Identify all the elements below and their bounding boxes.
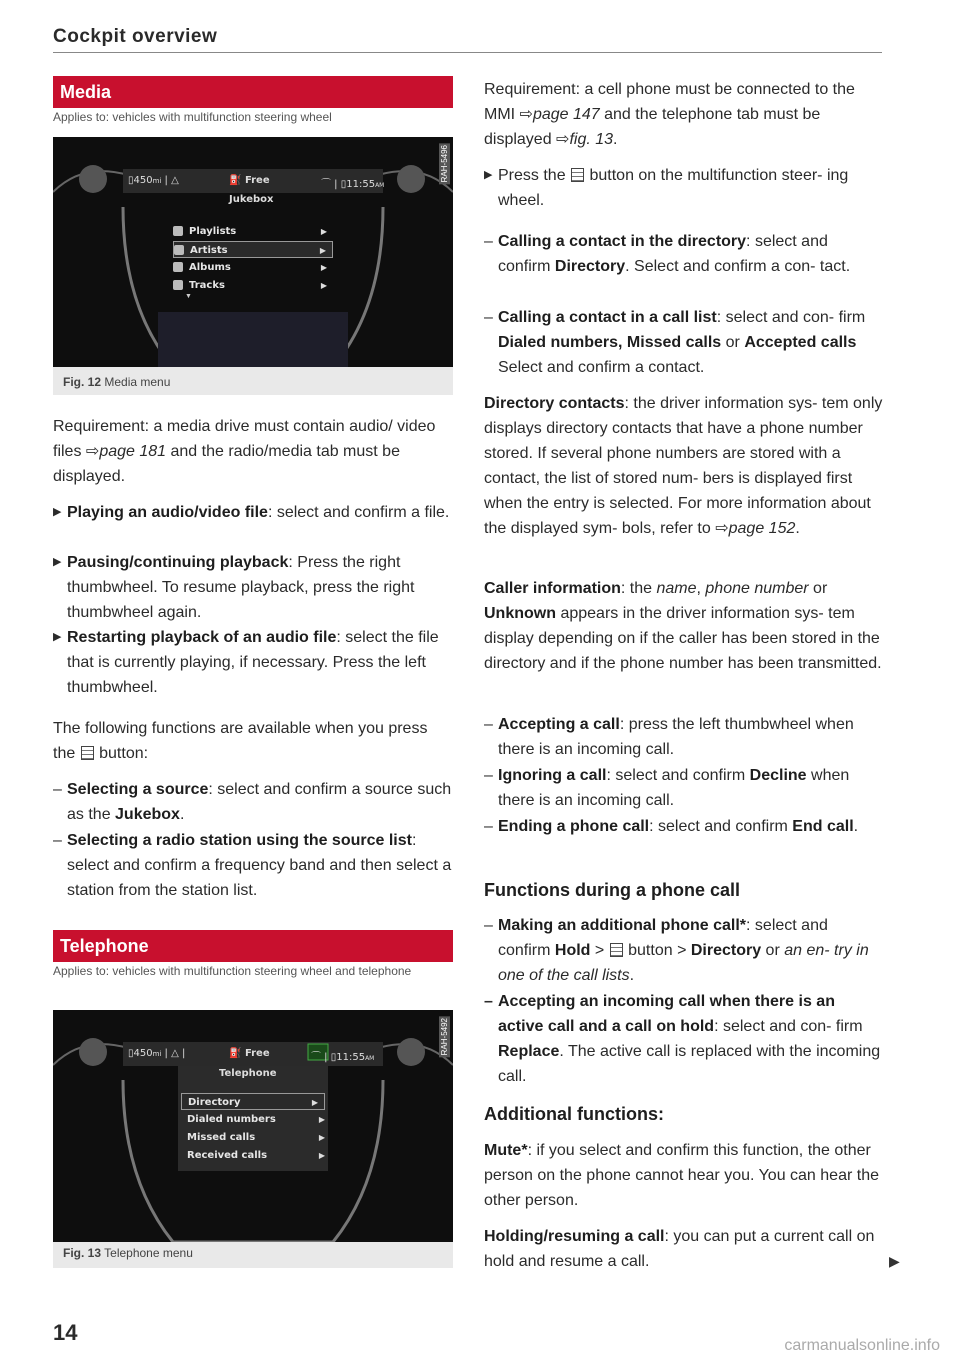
link-fig-13[interactable]: fig. 13 bbox=[569, 131, 614, 148]
track-icon bbox=[173, 280, 183, 290]
cluster-display bbox=[53, 137, 453, 367]
dash-call-directory: – Calling a contact in the directory: select and confirm Directory. Select and confirm a con- tact. bbox=[484, 233, 851, 275]
menu-item: Received calls ▶ bbox=[181, 1147, 331, 1164]
status-left: ▯450mi | △ bbox=[128, 175, 179, 186]
menu-item: Playlists ▶ bbox=[173, 223, 333, 240]
menu-button-icon bbox=[610, 943, 623, 957]
bullet-arrow-icon: ▶ bbox=[53, 631, 62, 643]
bullet-arrow-icon: ▶ bbox=[484, 169, 493, 181]
status-left: ▯450mi | △ | bbox=[128, 1048, 186, 1059]
status-time: ⌒ | ▯11:55AM bbox=[321, 179, 385, 190]
arrow-right-icon: ▶ bbox=[319, 246, 326, 255]
dash-accept-call: – Accepting a call: press the left thumbwheel when there is an incoming call. bbox=[484, 716, 854, 758]
menu-button-icon bbox=[81, 746, 94, 760]
mute-paragraph: Mute*: if you select and confirm this function, the other person on the phone cannot hear you. You can hear the other person. bbox=[484, 1142, 879, 1209]
functions-during-call-heading: Functions during a phone call bbox=[484, 880, 741, 900]
menu-item: Albums ▶ bbox=[173, 259, 333, 276]
dash-select-station: – Selecting a radio station using the source list: select and confirm a frequency band and then select a station from the station list. bbox=[53, 832, 452, 899]
telephone-requirement: Requirement: a cell phone must be connected to the MMI ⇨page 147 and the telephone tab must be displayed ⇨fig. 13. bbox=[484, 81, 855, 148]
bullet-restart: ▶ Restarting playback of an audio file: select the file that is currently playing, if necessary. Press the left thumbwheel. bbox=[53, 625, 453, 700]
media-requirement: Requirement: a media drive must contain audio/ video files ⇨page 181 and the radio/media tab must be displayed. bbox=[53, 418, 436, 485]
arrow-right-icon: ▶ bbox=[318, 1151, 325, 1160]
dash-select-source: – Selecting a source: select and confirm a source such as the Jukebox. bbox=[53, 781, 452, 823]
section-telephone-title: Telephone bbox=[53, 930, 453, 962]
watermark: carmanualsonline.info bbox=[784, 1337, 940, 1354]
bullet-play: ▶ Playing an audio/video file: select and confirm a file. bbox=[53, 500, 453, 525]
menu-item-selected: Artists ▶ bbox=[173, 241, 333, 258]
arrow-right-icon: ▶ bbox=[320, 281, 327, 290]
arrow-right-icon: ▶ bbox=[318, 1133, 325, 1142]
arrow-right-icon: ▶ bbox=[311, 1098, 318, 1107]
link-page-147[interactable]: page 147 bbox=[532, 106, 600, 123]
link-page-181[interactable]: page 181 bbox=[99, 443, 167, 460]
figure-media-menu bbox=[53, 137, 453, 395]
arrow-right-icon: ▶ bbox=[320, 227, 327, 236]
arrow-right-icon: ▶ bbox=[318, 1115, 325, 1124]
status-time: ⌒ | ▯11:55AM bbox=[311, 1052, 375, 1063]
menu-item-selected: Directory ▶ bbox=[181, 1093, 325, 1110]
dash-accept-incoming-active: – Accepting an incoming call when there is an active call and a call on hold: select and con- firm Replace. The active call is replaced with the incoming call. bbox=[484, 993, 881, 1085]
link-page-152[interactable]: page 152 bbox=[728, 520, 796, 537]
figure-caption: Fig. 12 Media menu bbox=[63, 375, 171, 389]
telephone-applies: Applies to: vehicles with multifunction steering wheel and telephone bbox=[53, 964, 412, 978]
figure-telephone-menu bbox=[53, 1010, 453, 1268]
artist-icon bbox=[174, 245, 184, 255]
bullet-arrow-icon: ▶ bbox=[53, 556, 62, 568]
dash-call-list: – Calling a contact in a call list: select and con- firm Dialed numbers, Missed calls or Accepted calls Select and confirm a contact. bbox=[484, 309, 866, 376]
hold-paragraph: Holding/resuming a call: you can put a current call on hold and resume a call. bbox=[484, 1228, 875, 1270]
playlist-icon bbox=[173, 226, 183, 236]
additional-functions-heading: Additional functions: bbox=[484, 1104, 664, 1124]
page-number: 14 bbox=[53, 1320, 78, 1345]
screen-heading: Jukebox bbox=[229, 194, 274, 205]
menu-item: Dialed numbers ▶ bbox=[181, 1111, 331, 1128]
figure-caption: Fig. 13 Telephone menu bbox=[63, 1246, 193, 1260]
bullet-arrow-icon: ▶ bbox=[53, 506, 62, 518]
status-center: ⛽ Free bbox=[229, 175, 270, 186]
menu-item: Tracks ▶ bbox=[173, 277, 333, 294]
header-rule bbox=[53, 52, 882, 53]
figure-code: RAH-5496 bbox=[440, 145, 449, 183]
bullet-pause: ▶ Pausing/continuing playback: Press the right thumbwheel. To resume playback, press the right thumbwheel again. bbox=[53, 550, 453, 625]
media-applies: Applies to: vehicles with multifunction steering wheel bbox=[53, 110, 332, 124]
caller-information-paragraph: Caller information: the name, phone number or Unknown appears in the driver information sys- tem display depending on if the caller has been stored in the directory and if the phone number has been transmitted. bbox=[484, 580, 882, 672]
menu-item: Missed calls ▶ bbox=[181, 1129, 331, 1146]
figure-code: RAH-5492 bbox=[440, 1018, 449, 1056]
arrow-right-icon: ▶ bbox=[320, 263, 327, 272]
dash-ignore-call: – Ignoring a call: select and confirm Decline when there is an incoming call. bbox=[484, 767, 850, 809]
scroll-down-icon: ▼ bbox=[185, 293, 192, 300]
page-header-title: Cockpit overview bbox=[53, 26, 218, 47]
continue-arrow-icon: ▶ bbox=[889, 1253, 900, 1269]
dash-additional-call: – Making an additional phone call*: select and confirm Hold > button > Directory or an en- try in one of the call lists. bbox=[484, 917, 869, 984]
screen-heading: Telephone bbox=[219, 1068, 277, 1079]
press-button-step: ▶ Press the button on the multifunction steer- ing wheel. bbox=[484, 163, 884, 213]
album-icon bbox=[173, 262, 183, 272]
section-media-title: Media bbox=[53, 76, 453, 108]
status-center: ⛽ Free bbox=[229, 1048, 270, 1059]
directory-contacts-paragraph: Directory contacts: the driver information sys- tem only displays directory contacts that have a phone number stored. If several phone numbers are stored with a contact, the list of stored num- bers is displayed first when the entry is selected. For more information about the displayed sym- bols, refer to ⇨page 152. bbox=[484, 395, 883, 537]
dash-end-call: – Ending a phone call: select and confirm End call. bbox=[484, 818, 859, 835]
cluster-display bbox=[53, 1010, 453, 1242]
media-functions-intro: The following functions are available when you press the button: bbox=[53, 720, 428, 762]
menu-button-icon bbox=[571, 168, 584, 182]
